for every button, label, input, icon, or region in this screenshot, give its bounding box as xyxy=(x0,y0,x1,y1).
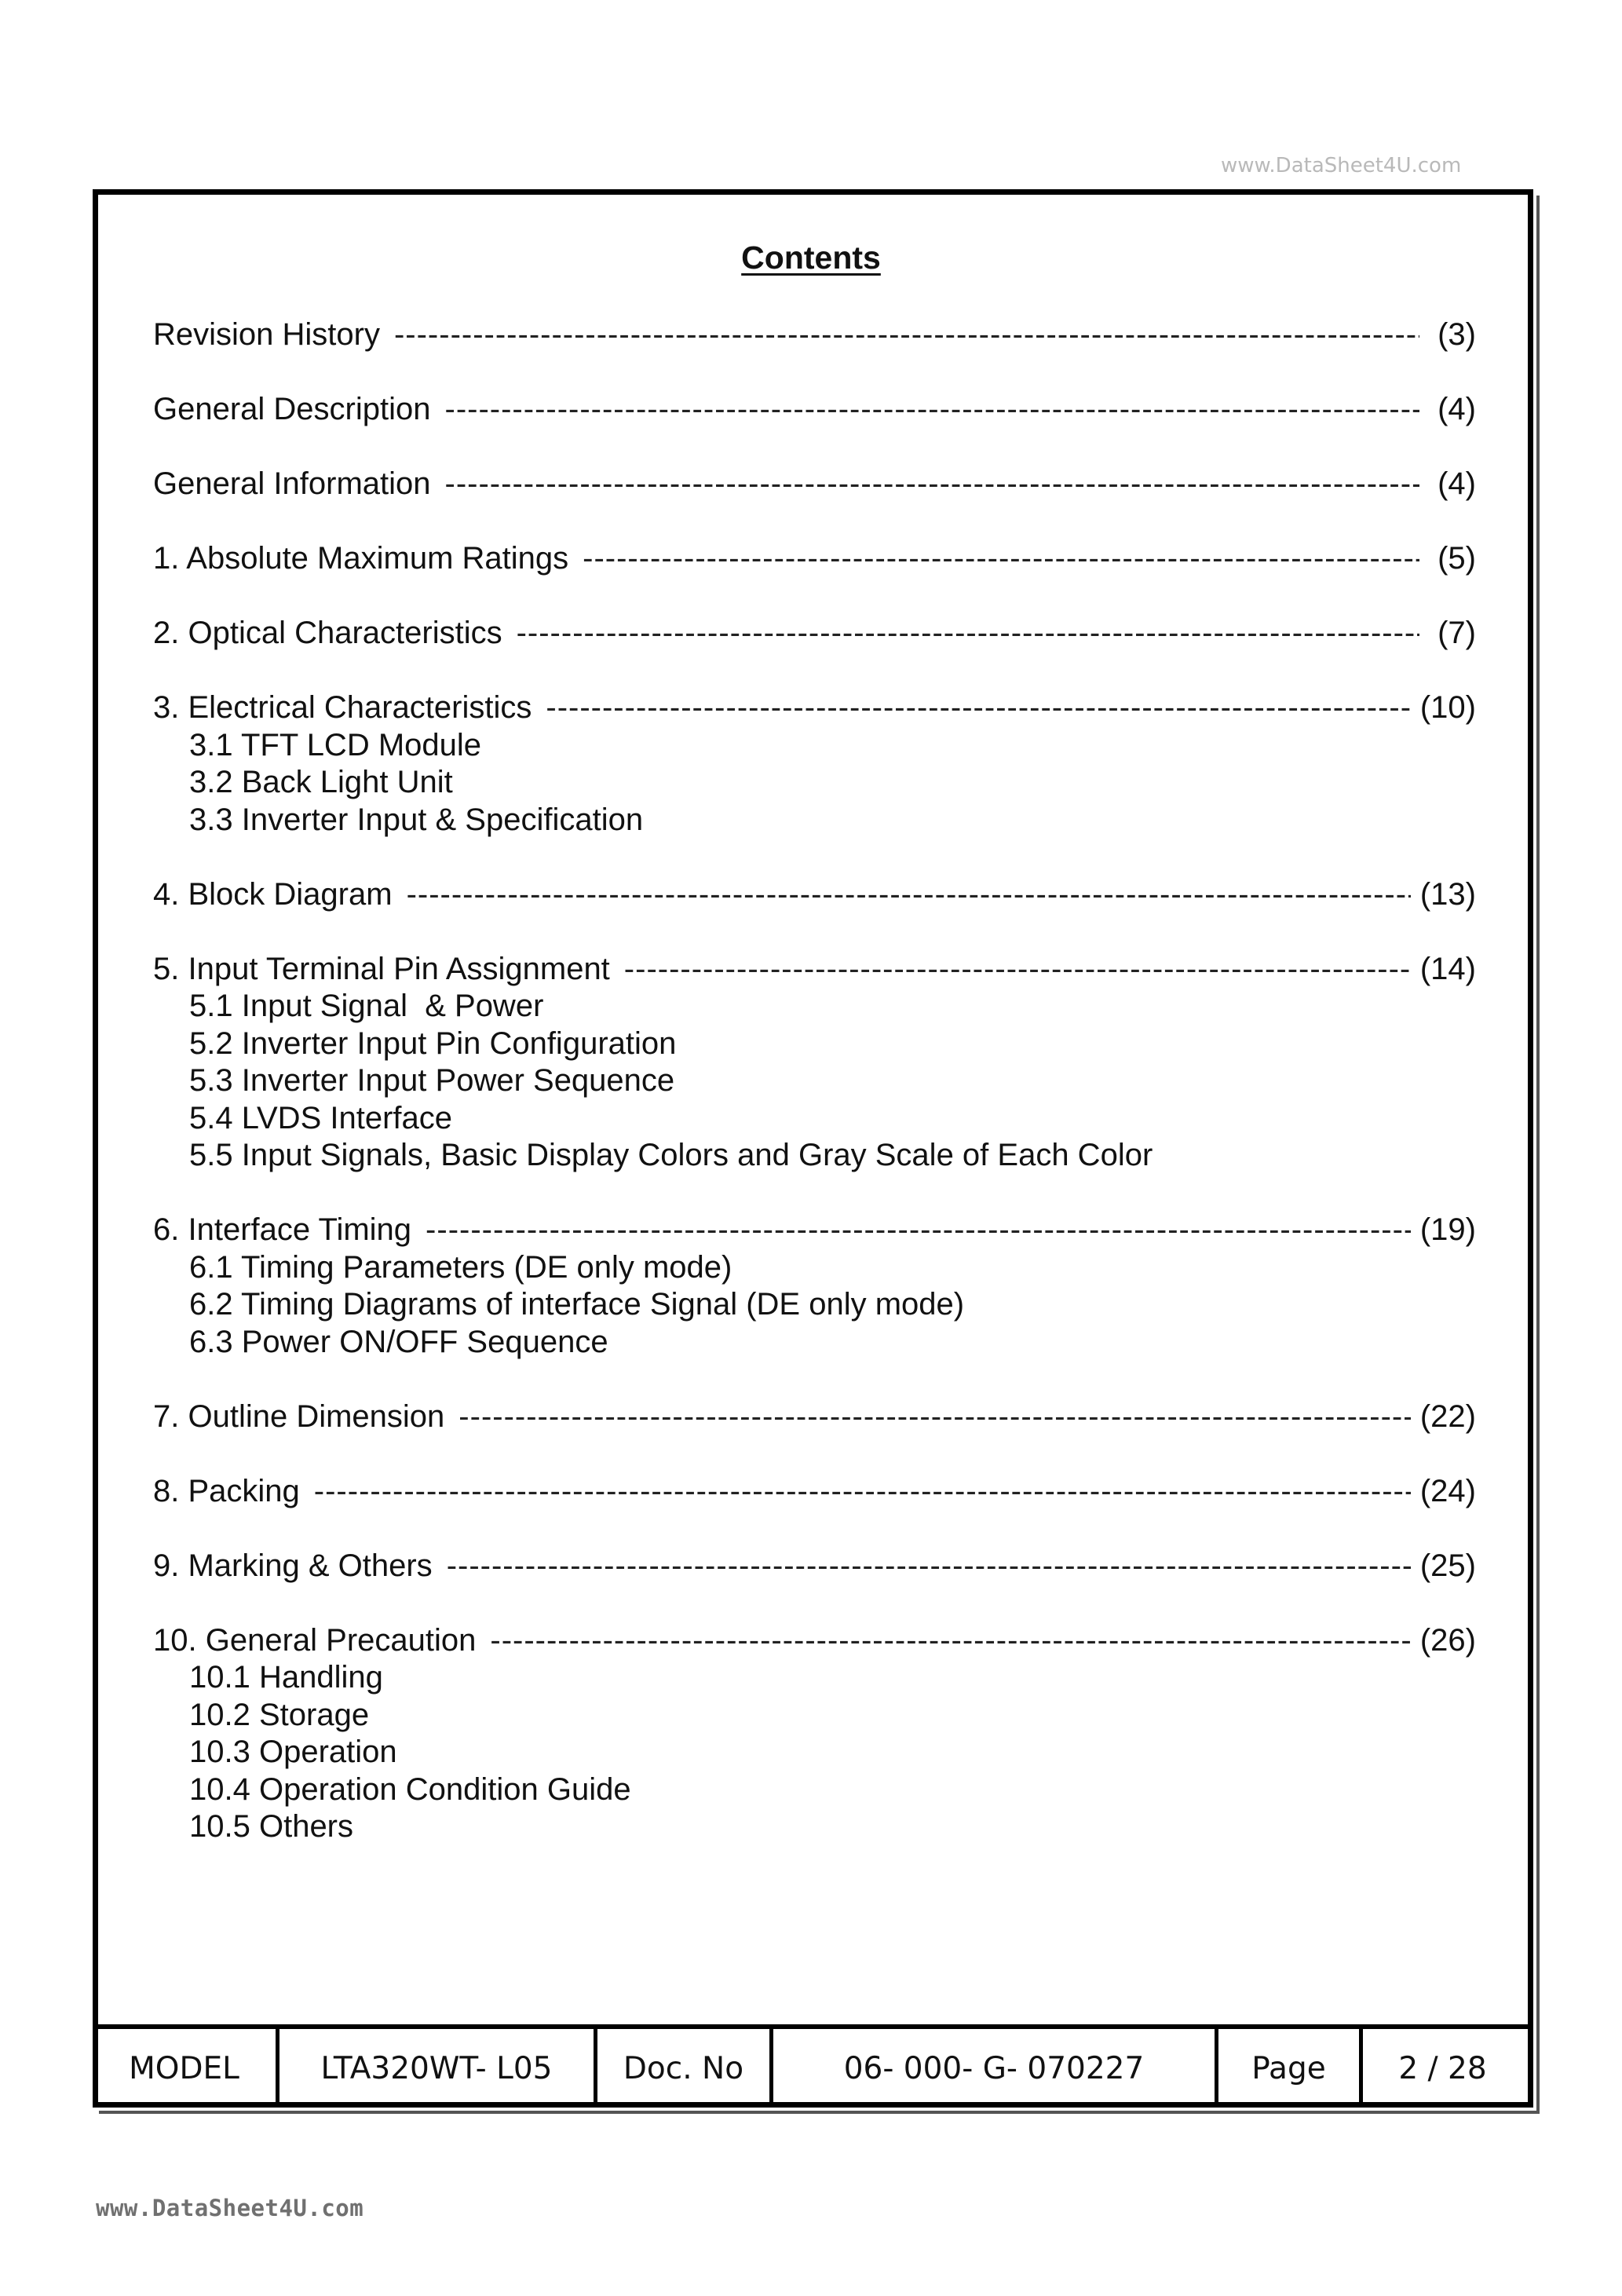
toc-entry-electrical-characteristics[interactable] xyxy=(153,689,1476,839)
toc-entry-revision-history[interactable] xyxy=(153,316,1476,354)
dot-leader xyxy=(445,466,1419,503)
document-footer xyxy=(93,2024,1533,2108)
toc-label: General Information xyxy=(153,466,431,501)
toc-label: 6. Interface Timing xyxy=(153,1212,412,1247)
toc-page: (3) xyxy=(1438,317,1476,352)
toc-label: General Description xyxy=(153,392,431,426)
toc-label: 7. Outline Dimension xyxy=(153,1398,445,1434)
toc-subentry[interactable]: 5.1 Input Signal & Power xyxy=(189,989,544,1023)
toc-entry-input-terminal-pin-assignment[interactable] xyxy=(153,951,1476,1175)
toc-subentry[interactable]: 5.5 Input Signals, Basic Display Colors and Gray Scale of Each Color xyxy=(189,1138,1153,1172)
dot-leader xyxy=(407,876,1411,914)
dot-leader xyxy=(517,615,1419,653)
dot-leader xyxy=(458,1398,1411,1436)
toc-entry-interface-timing[interactable] xyxy=(153,1212,1476,1361)
dot-leader xyxy=(394,316,1419,354)
model-label: MODEL xyxy=(93,2029,279,2108)
toc-page: (14) xyxy=(1419,951,1476,986)
toc-page: (19) xyxy=(1419,1212,1476,1247)
toc-entry-general-description[interactable] xyxy=(153,391,1476,429)
toc-page: (26) xyxy=(1419,1622,1476,1658)
toc-subentry[interactable]: 6.1 Timing Parameters (DE only mode) xyxy=(189,1249,732,1285)
toc-entry-marking-others[interactable] xyxy=(153,1548,1476,1585)
toc-entry-general-precaution[interactable] xyxy=(153,1622,1476,1846)
model-value: LTA320WT- L05 xyxy=(279,2029,597,2108)
dot-leader xyxy=(624,951,1411,989)
toc-subentry[interactable]: 5.2 Inverter Input Pin Configuration xyxy=(189,1026,677,1061)
toc-subentry[interactable]: 6.3 Power ON/OFF Sequence xyxy=(189,1324,608,1359)
toc-entry-packing[interactable] xyxy=(153,1473,1476,1511)
toc-page: (7) xyxy=(1438,616,1476,650)
toc-label: 8. Packing xyxy=(153,1473,300,1508)
toc-subentry[interactable]: 10.3 Operation xyxy=(189,1735,397,1769)
toc-label: 2. Optical Characteristics xyxy=(153,616,502,650)
toc-subentry[interactable]: 10.2 Storage xyxy=(189,1697,370,1732)
toc-entry-outline-dimension[interactable] xyxy=(153,1398,1476,1436)
toc-label: 4. Block Diagram xyxy=(153,876,393,912)
toc-label: 5. Input Terminal Pin Assignment xyxy=(153,951,610,986)
toc-subentry[interactable]: 3.3 Inverter Input & Specification xyxy=(189,802,644,837)
toc-page: (24) xyxy=(1419,1473,1476,1508)
toc-subentry[interactable]: 10.5 Others xyxy=(189,1809,354,1844)
toc-subentry[interactable]: 3.1 TFT LCD Module xyxy=(189,727,482,762)
toc-page: (25) xyxy=(1419,1548,1476,1583)
toc-entry-absolute-maximum-ratings[interactable] xyxy=(153,540,1476,578)
dot-leader xyxy=(314,1473,1411,1511)
toc-page: (10) xyxy=(1419,690,1476,725)
toc-entry-general-information[interactable] xyxy=(153,466,1476,503)
toc-page: (4) xyxy=(1438,392,1476,426)
toc-page: (5) xyxy=(1438,541,1476,576)
page-number: 2 / 28 xyxy=(1398,2050,1487,2086)
toc-label: 10. General Precaution xyxy=(153,1622,477,1658)
table-of-contents xyxy=(153,316,1476,1883)
toc-subentry[interactable]: 3.2 Back Light Unit xyxy=(189,765,453,799)
dot-leader xyxy=(583,540,1419,578)
contents-title: Contents xyxy=(741,239,881,276)
toc-page: (13) xyxy=(1419,876,1476,912)
toc-subentry[interactable]: 5.3 Inverter Input Power Sequence xyxy=(189,1063,675,1098)
dot-leader xyxy=(546,689,1410,727)
dot-leader xyxy=(447,1548,1411,1585)
toc-label: 3. Electrical Characteristics xyxy=(153,690,532,725)
watermark-top: www.DataSheet4U.com xyxy=(1221,154,1462,177)
doc-no-value: 06- 000- G- 070227 xyxy=(773,2029,1218,2108)
toc-page: (22) xyxy=(1419,1398,1476,1434)
dot-leader xyxy=(490,1622,1410,1660)
toc-label: 1. Absolute Maximum Ratings xyxy=(153,541,569,576)
toc-subentry[interactable]: 10.4 Operation Condition Guide xyxy=(189,1771,631,1807)
toc-subentry[interactable]: 10.1 Handling xyxy=(189,1660,383,1695)
dot-leader xyxy=(426,1212,1411,1249)
watermark-bottom: www.DataSheet4U.com xyxy=(96,2195,364,2221)
toc-entry-block-diagram[interactable] xyxy=(153,876,1476,914)
toc-entry-optical-characteristics[interactable] xyxy=(153,615,1476,653)
toc-subentry[interactable]: 5.4 LVDS Interface xyxy=(189,1100,452,1135)
toc-page: (4) xyxy=(1438,466,1476,501)
doc-no-label: Doc. No xyxy=(597,2029,773,2108)
toc-label: Revision History xyxy=(153,317,380,352)
toc-label: 9. Marking & Others xyxy=(153,1548,433,1583)
dot-leader xyxy=(445,391,1420,429)
page-label: Page xyxy=(1218,2029,1363,2108)
toc-subentry[interactable]: 6.2 Timing Diagrams of interface Signal (DE only mode) xyxy=(189,1287,965,1322)
